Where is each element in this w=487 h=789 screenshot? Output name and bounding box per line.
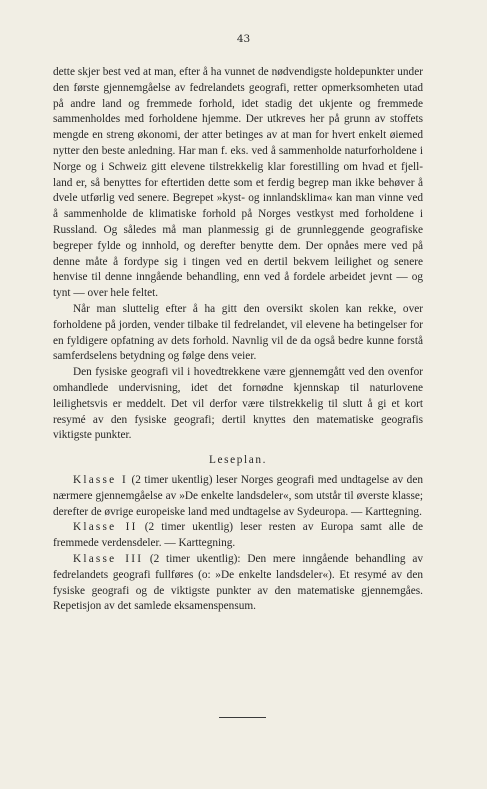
- class-entry-1: [53, 473, 423, 520]
- class-description: (2 timer ukentlig) leser Norges geografi med undtagelse av den nærmere gjennemgåelse av »De enkelte landsdeler«, som utstår til øverste klasse; derefter de øvrige europeiske land med undtagelse av Sydeuropa. — Karttegning.: [53, 473, 423, 518]
- paragraph-continued: dette skjer best ved at man, efter å ha vunnet de nødvendigste holdepunkter under den første gjennemgåelse av fedrelandets geografi, retter opmerksomheten utad på andre land og fremmede forhold, idet stadig det ukjente og fremmede sammenholdes med forholdene hjemme. Der utkreves her på grunn av stoffets mengde en streng økonomi, der atter betinges av at man for hvert enkelt øiemed nytter den beste anledning. Har man f. eks. ved å sammenholde naturforholdene i Norge og i Schweiz gitt elevene tilstrekkelig klar forestilling om hvad et fjell-land er, så benyttes for eftertiden dette som et ferdig begrep man ikke behøver å dvele utførlig ved senere. Begrepet »kyst- og innlandsklima« kan man vinne ved å sammenholde de klimatiske forhold på Norges vestkyst med forholdene i Russland. Og således må man planmessig gi de grunnleggende geografiske begreper fylde og innhold, og derefter benytte dem. Der opnåes mere ved på denne måte å fordype sig i tingen ved en dertil bekvem leilighet og senere henvise til denne inngående behandling, enn ved å fordele arbeidet jevnt — og tynt — over hele feltet.: [53, 66, 423, 300]
- class-entry-3: [53, 552, 423, 615]
- body-text: [53, 65, 423, 615]
- page-number: 43: [236, 33, 251, 45]
- class-label: Klasse II: [73, 521, 138, 534]
- class-label: Klasse III: [73, 552, 144, 565]
- section-heading-leseplan: Leseplan.: [209, 454, 267, 467]
- paragraph-physical-geography: Den fysiske geografi vil i hovedtrekkene være gjennemgått ved den ovenfor omhandlede undervisning, idet det fornødne kjennskap til naturlovene leilighetsvis er meddelt. Det vil derfor være tilstrekkelig til slutt å gi et kort resymé av den fysiske geografi; dertil knyttes den matematiske geografis viktigste punkter.: [53, 366, 423, 442]
- class-entry-2: [53, 520, 423, 552]
- class-description: (2 timer ukentlig): Den mere inngående behandling av fedrelandets geografi fullføres (o: »De enkelte landsdeler«). Et resymé av den fysiske geografi og de viktigste punkter av den matematiske gjennemgåes. Repetisjon av det samlede eksamenspensum.: [53, 552, 423, 613]
- class-description: (2 timer ukentlig) leser resten av Europa samt alle de fremmede verdensdeler. — Karttegning.: [53, 521, 423, 550]
- closing-rule: [219, 717, 266, 718]
- paragraph-overview: Når man sluttelig efter å ha gitt den oversikt skolen kan rekke, over forholdene på jorden, vender tilbake til fedrelandet, vil elevene ha betingelser for en fyldigere opfatning av dets forhold. Navnlig vil de da også bedre kunne forstå samferdselens betydning og følge dens veier.: [53, 302, 423, 363]
- class-label: Klasse I: [73, 473, 128, 486]
